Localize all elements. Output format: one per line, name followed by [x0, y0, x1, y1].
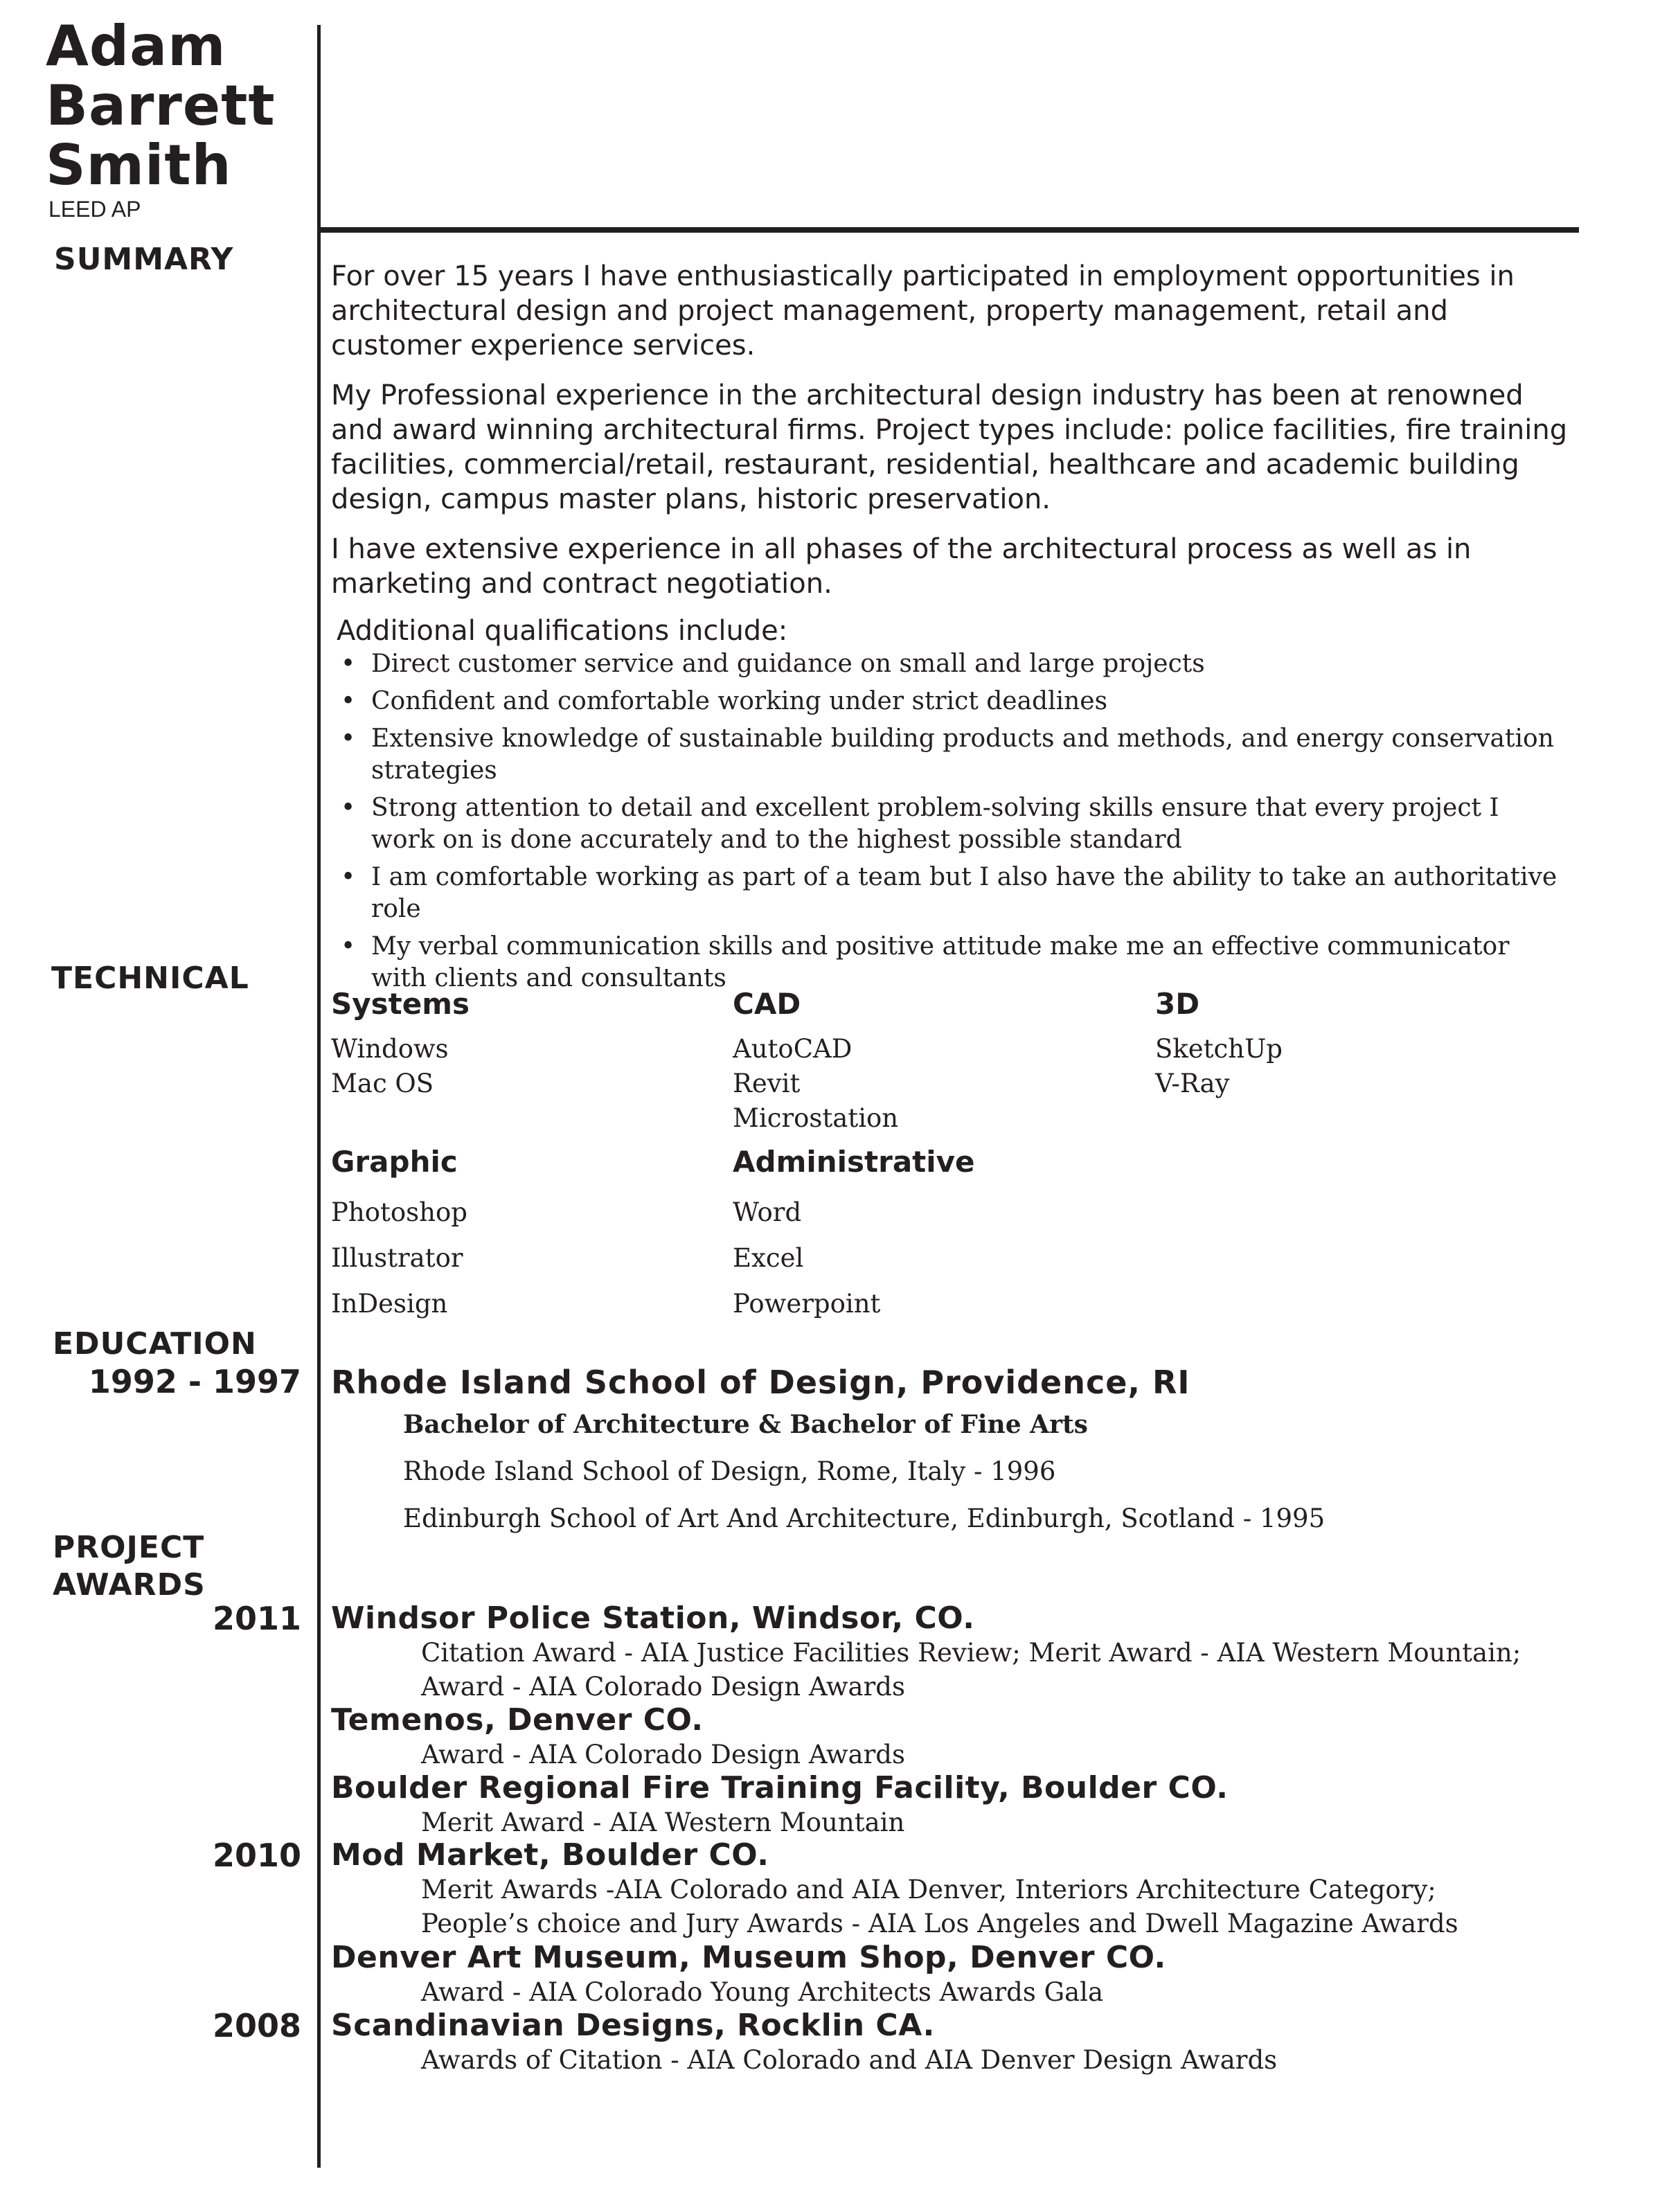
- list-item: • Confident and comfortable working under strict deadlines: [337, 686, 1569, 717]
- tech-group-graphic: [331, 1144, 719, 1327]
- list-item: • Extensive knowledge of sustainable building products and methods, and energy conservation strategies: [337, 723, 1569, 787]
- tech-group-title: Graphic: [331, 1145, 458, 1179]
- section-awards-line2: AWARDS: [53, 1567, 206, 1603]
- name-first: Adam: [46, 14, 226, 78]
- header-divider: [317, 227, 1579, 233]
- tech-group-3d: [1155, 986, 1543, 1101]
- tech-item: Microstation: [733, 1103, 899, 1133]
- summary-paragraph: I have extensive experience in all phases of the architectural process as well as in marketing and contract negotiation.: [331, 533, 1472, 600]
- award-line: People’s choice and Jury Awards - AIA Los Angeles and Dwell Magazine Awards: [421, 1909, 1458, 1938]
- project-name: Boulder Regional Fire Training Facility, Boulder CO.: [331, 1770, 1229, 1805]
- tech-item: Windows: [331, 1034, 449, 1064]
- project-name: Temenos, Denver CO.: [331, 1702, 704, 1738]
- project-name: Windsor Police Station, Windsor, CO.: [331, 1600, 975, 1636]
- tech-group-title: Administrative: [733, 1145, 975, 1179]
- name-middle: Barrett: [46, 73, 276, 138]
- candidate-name: [46, 14, 276, 197]
- section-awards-line1: PROJECT: [53, 1530, 205, 1565]
- qualifications-list: [337, 648, 1569, 1000]
- tech-group-administrative: [733, 1144, 1121, 1327]
- tech-item: Mac OS: [331, 1069, 434, 1098]
- tech-item: Powerpoint: [733, 1289, 881, 1319]
- award-line: Merit Awards -AIA Colorado and AIA Denver, Interiors Architecture Category;: [421, 1875, 1436, 1905]
- award-line: Award - AIA Colorado Design Awards: [421, 1740, 905, 1769]
- award-year: 2008: [212, 2007, 301, 2044]
- section-technical: TECHNICAL: [51, 961, 249, 996]
- vertical-divider: [317, 25, 321, 2168]
- education-study-abroad: Rhode Island School of Design, Rome, Italy - 1996: [403, 1456, 1056, 1486]
- tech-item: Photoshop: [331, 1197, 467, 1227]
- project-name: Mod Market, Boulder CO.: [331, 1837, 769, 1873]
- list-item: • Strong attention to detail and excellent problem-solving skills ensure that every project I work on is done accurately and to the highest possible standard: [337, 792, 1569, 856]
- education-school: Rhode Island School of Design, Providence, RI: [331, 1364, 1190, 1401]
- tech-item: Revit: [733, 1069, 801, 1098]
- tech-group-systems: [331, 986, 719, 1101]
- award-line: Citation Award - AIA Justice Facilities Review; Merit Award - AIA Western Mountain;: [421, 1638, 1521, 1668]
- summary-paragraph: My Professional experience in the architectural design industry has been at renowned and award winning architectural firms. Project types include: police facilities, fire training facilities, commercial/retail, restaurant, residential, healthcare and academic building design, campus master plans, historic preservation.: [331, 380, 1568, 515]
- project-name: Scandinavian Designs, Rocklin CA.: [331, 2008, 935, 2043]
- tech-item: V-Ray: [1155, 1069, 1230, 1098]
- education-years: 1992 - 1997: [88, 1363, 301, 1400]
- award-line: Award - AIA Colorado Young Architects Awards Gala: [421, 1977, 1104, 2007]
- list-item: • I am comfortable working as part of a team but I also have the ability to take an authoritative role: [337, 862, 1569, 925]
- tech-item: AutoCAD: [733, 1034, 853, 1064]
- tech-group-title: Systems: [331, 987, 470, 1021]
- tech-group-title: 3D: [1155, 987, 1200, 1021]
- tech-item: InDesign: [331, 1289, 448, 1319]
- tech-item: Illustrator: [331, 1243, 463, 1273]
- credential: LEED AP: [48, 197, 141, 222]
- award-line: Merit Award - AIA Western Mountain: [421, 1808, 905, 1837]
- tech-item: Word: [733, 1197, 802, 1227]
- award-year: 2010: [212, 1837, 301, 1874]
- tech-item: Excel: [733, 1243, 804, 1273]
- tech-group-cad: [733, 986, 1121, 1136]
- section-education: EDUCATION: [53, 1326, 257, 1362]
- award-year: 2011: [212, 1600, 301, 1637]
- summary-paragraph: For over 15 years I have enthusiastically participated in employment opportunities in architectural design and project management, property management, retail and customer experience services.: [331, 260, 1515, 362]
- award-line: Award - AIA Colorado Design Awards: [421, 1672, 905, 1702]
- summary-text: [331, 259, 1578, 616]
- name-last: Smith: [46, 133, 232, 197]
- section-summary: SUMMARY: [54, 242, 234, 277]
- list-item: • My verbal communication skills and positive attitude make me an effective communicator with clients and consultants: [337, 931, 1569, 994]
- education-degree: Bachelor of Architecture & Bachelor of Fine Arts: [403, 1410, 1088, 1439]
- award-line: Awards of Citation - AIA Colorado and AIA Denver Design Awards: [421, 2045, 1278, 2075]
- list-item: • Direct customer service and guidance on small and large projects: [337, 648, 1569, 680]
- tech-item: SketchUp: [1155, 1034, 1283, 1064]
- project-name: Denver Art Museum, Museum Shop, Denver CO.: [331, 1940, 1166, 1975]
- tech-group-title: CAD: [733, 987, 801, 1021]
- qualifications-intro: Additional qualifications include:: [337, 615, 788, 647]
- education-study-abroad: Edinburgh School of Art And Architecture, Edinburgh, Scotland - 1995: [403, 1504, 1326, 1533]
